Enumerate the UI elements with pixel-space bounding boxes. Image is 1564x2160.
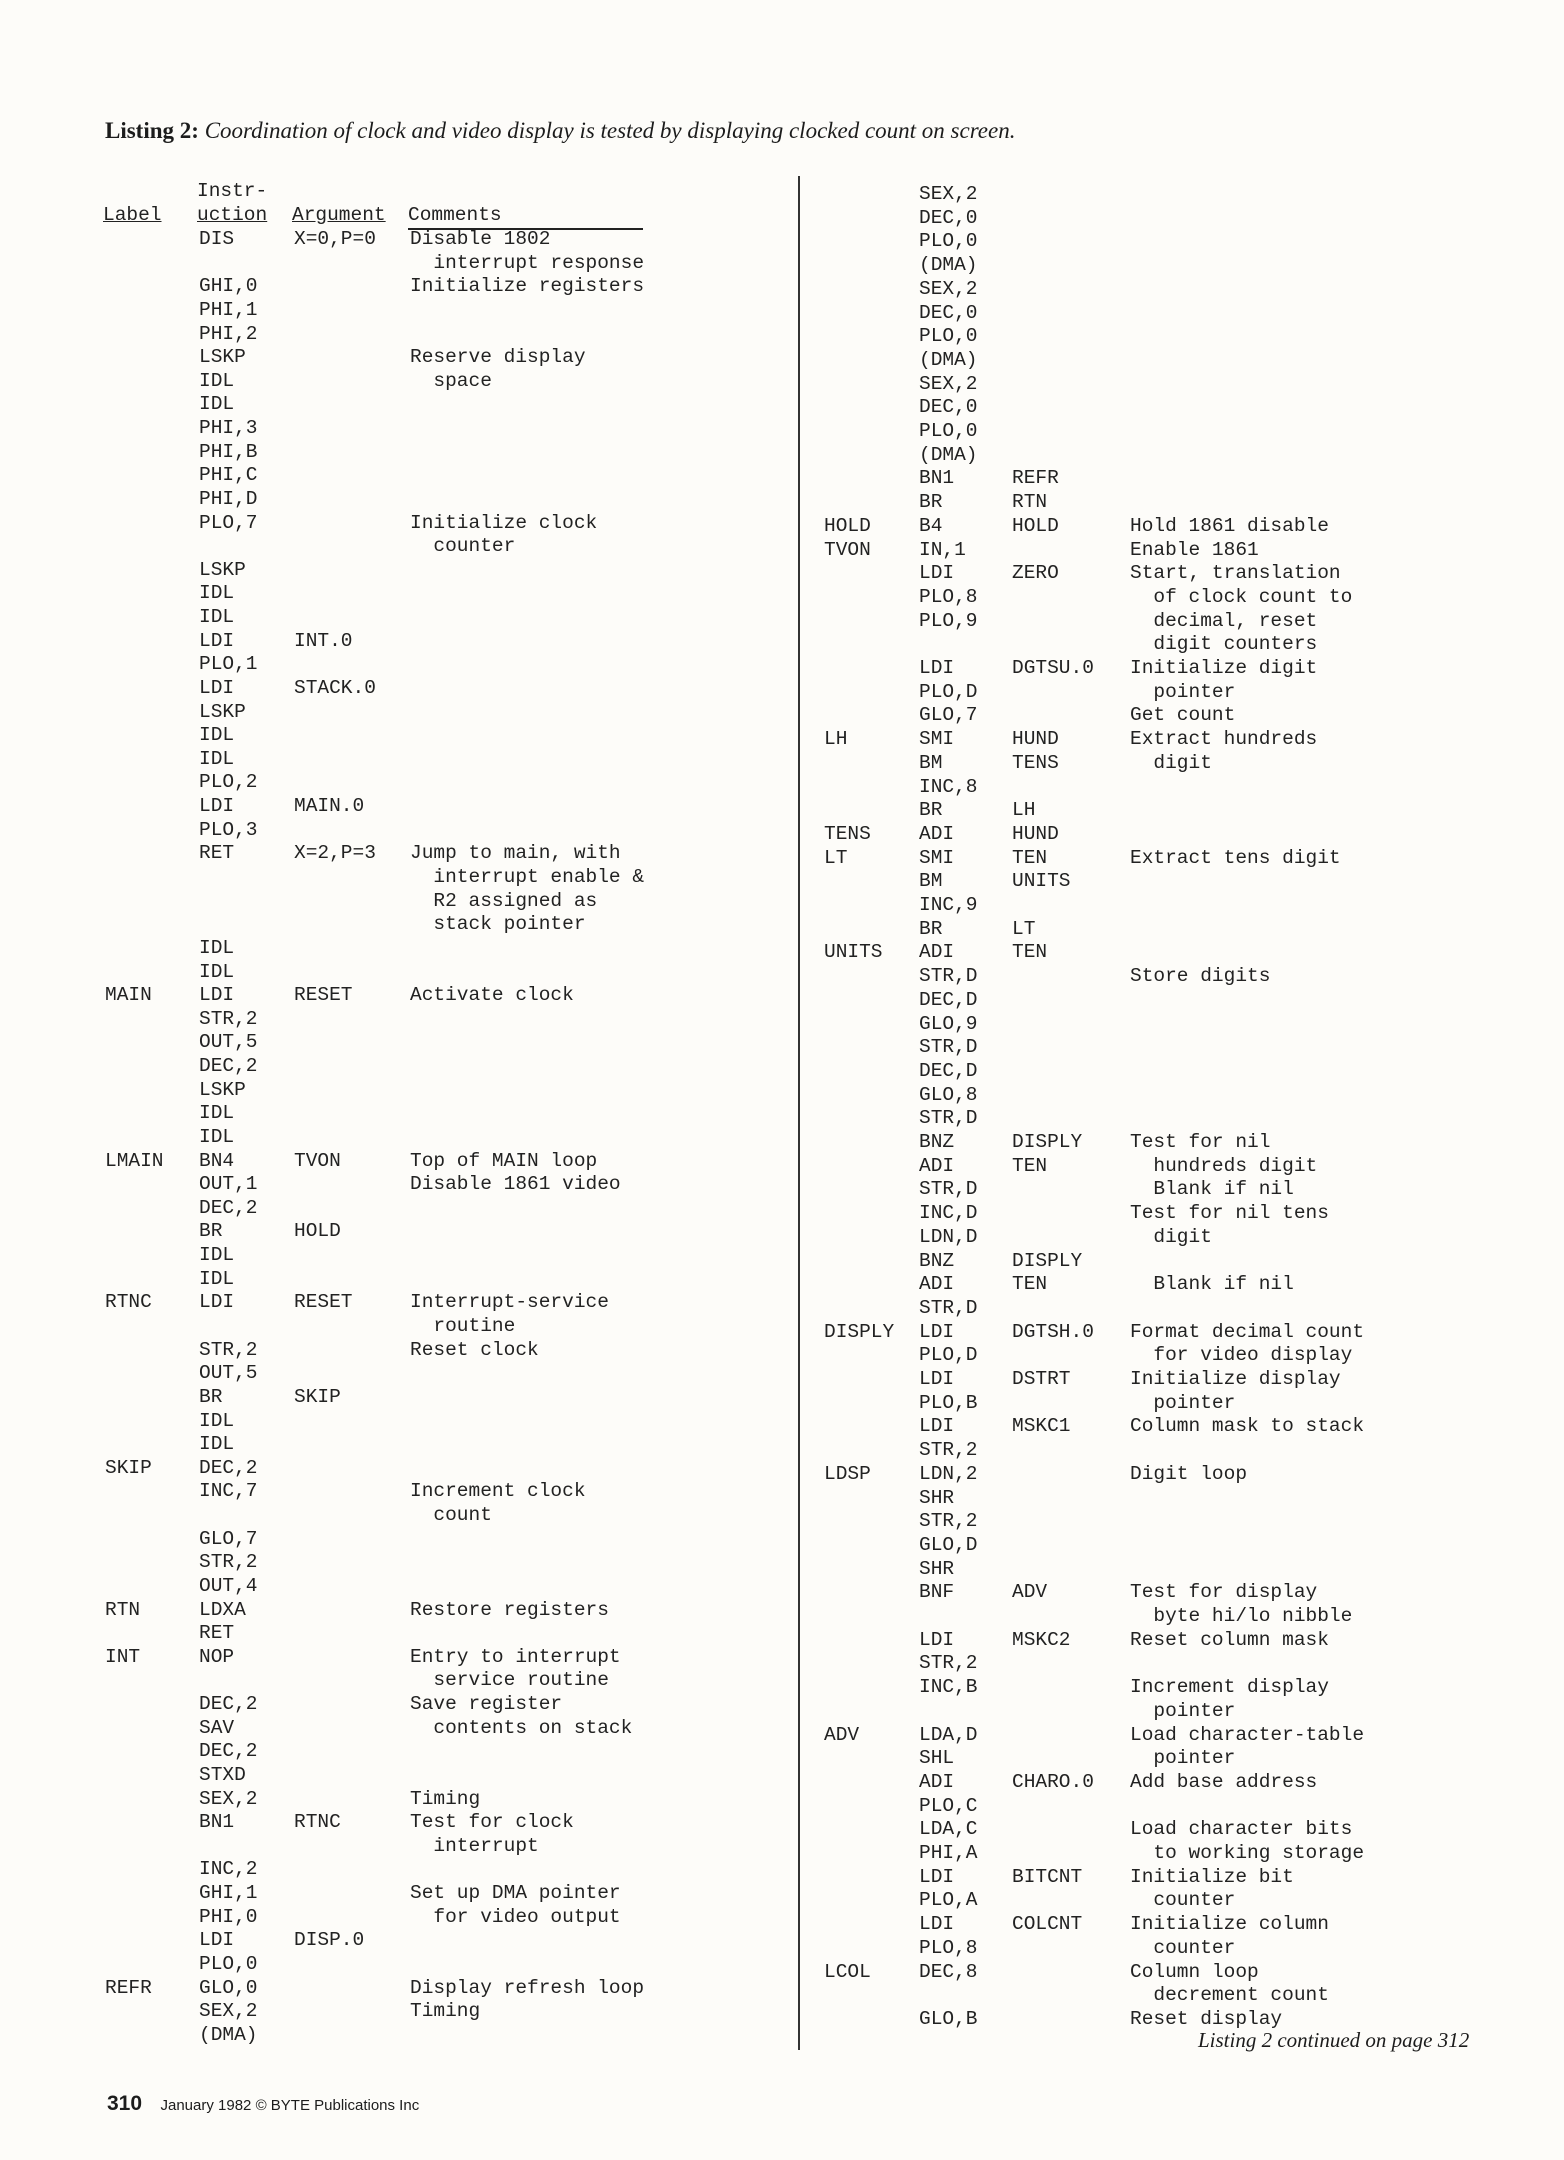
row-instruction: ADI (919, 1770, 955, 1793)
row-instruction: (DMA) (199, 2023, 258, 2046)
row-instruction: GLO,9 (919, 1012, 978, 1035)
row-instruction: STR,2 (199, 1551, 258, 1574)
row-instruction: SEX,2 (199, 1787, 258, 1810)
row-comment: space (410, 369, 492, 392)
row-instruction: DEC,2 (199, 1196, 258, 1219)
row-comment: Top of MAIN loop (410, 1149, 598, 1172)
row-argument: ZERO (1012, 562, 1059, 585)
row-comment: Timing (410, 1787, 481, 1810)
row-instruction: DEC,2 (199, 1693, 258, 1716)
row-instruction: LDN,2 (919, 1462, 978, 1485)
row-instruction: IN,1 (919, 538, 966, 561)
row-comment: Format decimal count (1130, 1320, 1365, 1343)
row-instruction: SMI (919, 846, 955, 869)
row-comment: pointer (1130, 680, 1236, 703)
row-instruction: GLO,B (919, 2007, 978, 2030)
row-comment: interrupt response (410, 251, 645, 274)
row-instruction: BN1 (199, 1811, 235, 1834)
row-instruction: GHI,1 (199, 1882, 258, 1905)
row-instruction: PLO,1 (199, 653, 258, 676)
row-comment: stack pointer (410, 913, 586, 936)
row-argument: TVON (294, 1149, 341, 1172)
row-instruction: IDL (199, 960, 235, 983)
row-argument: LT (1012, 917, 1036, 940)
row-instruction: STR,D (919, 1178, 978, 1201)
row-comment: Initialize digit (1130, 657, 1318, 679)
row-comment: Timing (410, 2000, 481, 2023)
row-instruction: PHI,1 (199, 298, 258, 321)
row-comment: counter (410, 535, 516, 558)
row-instruction: INC,B (919, 1676, 978, 1699)
row-comment: Enable 1861 (1130, 538, 1259, 561)
row-instruction: IDL (199, 369, 235, 392)
row-comment: digit (1130, 1225, 1212, 1248)
row-argument: ADV (1012, 1581, 1048, 1604)
row-instruction: IDL (199, 606, 235, 629)
row-comment: Jump to main, with (410, 842, 621, 865)
header-label: Label (103, 204, 162, 226)
row-instruction: DEC,0 (919, 206, 978, 229)
row-instruction: INC,9 (919, 894, 978, 916)
row-instruction: OUT,1 (199, 1173, 258, 1196)
row-instruction: OUT,5 (199, 1031, 258, 1054)
row-instruction: GLO,8 (919, 1083, 978, 1106)
row-instruction: GLO,7 (199, 1527, 258, 1550)
row-comment: Extract tens digit (1130, 846, 1341, 869)
header-instr-top: Instr- (197, 180, 268, 202)
row-instruction: ADI (919, 1273, 955, 1296)
row-comment: Save register (410, 1693, 563, 1716)
row-comment: Increment clock (410, 1480, 586, 1503)
row-comment: hundreds digit (1130, 1154, 1318, 1177)
row-instruction: BR (199, 1220, 223, 1243)
row-instruction: PHI,D (199, 487, 258, 510)
row-instruction: B4 (919, 514, 943, 537)
listing-caption (105, 118, 1015, 144)
row-instruction: STR,2 (199, 1338, 258, 1361)
row-argument: SKIP (294, 1385, 341, 1408)
row-argument: COLCNT (1012, 1913, 1083, 1936)
row-instruction: SAV (199, 1716, 235, 1739)
row-instruction: INC,2 (199, 1858, 258, 1881)
row-instruction: PHI,C (199, 464, 258, 487)
row-comment: byte hi/lo nibble (1130, 1605, 1353, 1627)
row-instruction: LDI (919, 1628, 955, 1651)
row-comment: Column mask to stack (1130, 1415, 1365, 1438)
row-instruction: BN4 (199, 1149, 235, 1172)
row-instruction: DIS (199, 228, 235, 250)
row-instruction: IDL (199, 582, 235, 605)
row-comment: of clock count to (1130, 585, 1353, 608)
row-argument: TENS (1012, 751, 1059, 774)
page-number: 310 (107, 2092, 143, 2115)
row-comment: Column loop (1130, 1960, 1259, 1983)
row-instruction: PHI,A (919, 1842, 978, 1864)
row-argument: X=0,P=0 (294, 228, 376, 250)
row-instruction: PLO,8 (919, 1936, 978, 1959)
row-instruction: LDI (919, 1320, 955, 1343)
row-comment: Test for display (1130, 1581, 1318, 1604)
row-comment: interrupt enable & (410, 866, 645, 888)
row-comment: Blank if nil (1130, 1273, 1294, 1296)
row-instruction: LDI (919, 1368, 955, 1390)
row-instruction: LDI (199, 795, 235, 818)
row-comment: Test for nil tens (1130, 1202, 1329, 1225)
row-argument: DSTRT (1012, 1368, 1071, 1390)
row-label: SKIP (105, 1456, 152, 1479)
row-comment: Reset column mask (1130, 1628, 1329, 1651)
row-instruction: PLO,D (919, 1344, 978, 1367)
row-instruction: IDL (199, 1125, 235, 1148)
row-comment: R2 assigned as (410, 889, 598, 912)
row-label: MAIN (105, 984, 152, 1007)
row-instruction: LDI (199, 629, 235, 652)
row-instruction: OUT,5 (199, 1362, 258, 1385)
row-argument: UNITS (1012, 870, 1071, 893)
row-label: LCOL (824, 1960, 871, 1983)
row-instruction: ADI (919, 822, 955, 845)
page-footer (107, 2092, 419, 2116)
row-instruction: LDI (919, 1913, 955, 1936)
row-argument: RTNC (294, 1811, 341, 1834)
row-comment: digit counters (1130, 633, 1318, 656)
row-comment: Disable 1802 (410, 228, 551, 250)
row-instruction: IDL (199, 724, 235, 747)
row-instruction: SEX,2 (919, 372, 978, 395)
row-instruction: LDI (919, 657, 955, 679)
continued-note: Listing 2 continued on page 312 (1198, 2028, 1470, 2052)
row-argument: REFR (1012, 467, 1059, 490)
row-instruction: IDL (199, 747, 235, 770)
row-comment: pointer (1130, 1747, 1236, 1770)
row-comment: service routine (410, 1669, 609, 1692)
header-comments: Comments (408, 204, 502, 226)
row-argument: DISPLY (1012, 1249, 1083, 1272)
row-instruction: LDN,D (919, 1225, 978, 1248)
row-instruction: BM (919, 751, 943, 774)
row-instruction: PLO,7 (199, 511, 258, 534)
row-instruction: DEC,2 (199, 1055, 258, 1078)
row-comment: Store digits (1130, 965, 1271, 988)
row-argument: RTN (1012, 491, 1048, 514)
row-comment: Initialize column (1130, 1913, 1329, 1936)
row-instruction: BN1 (919, 467, 955, 490)
row-argument: BITCNT (1012, 1865, 1083, 1888)
row-comment: Disable 1861 video (410, 1173, 621, 1196)
row-comment: Reset display (1130, 2007, 1283, 2030)
row-instruction: INC,7 (199, 1480, 258, 1503)
row-instruction: SMI (919, 728, 955, 751)
row-comment: routine (410, 1314, 516, 1337)
row-comment: Hold 1861 disable (1130, 514, 1329, 537)
row-comment: Restore registers (410, 1598, 609, 1621)
row-comment: Set up DMA pointer (410, 1882, 621, 1905)
row-instruction: IDL (199, 1244, 235, 1267)
row-comment: pointer (1130, 1699, 1236, 1722)
row-comment: Load character-table (1130, 1723, 1365, 1746)
row-instruction: SEX,2 (199, 2000, 258, 2023)
row-instruction: PLO,2 (199, 771, 258, 794)
row-instruction: LDI (199, 984, 235, 1007)
row-instruction: STR,D (919, 1107, 978, 1130)
row-argument: MSKC2 (1012, 1628, 1071, 1651)
row-instruction: LDI (919, 562, 955, 585)
row-comment: Increment display (1130, 1676, 1329, 1699)
row-instruction: BR (919, 491, 943, 514)
row-instruction: BM (919, 870, 943, 893)
row-instruction: DEC,0 (919, 396, 978, 419)
row-instruction: PLO,C (919, 1794, 978, 1817)
row-argument: HUND (1012, 728, 1059, 751)
row-argument: RESET (294, 984, 353, 1007)
row-instruction: PHI,3 (199, 417, 258, 440)
row-instruction: PHI,2 (199, 322, 258, 345)
row-label: UNITS (824, 941, 883, 964)
row-comment: Activate clock (410, 984, 574, 1007)
row-instruction: RET (199, 842, 235, 865)
caption-head: Listing 2: (105, 118, 199, 143)
row-label: ADV (824, 1723, 860, 1746)
row-instruction: DEC,2 (199, 1740, 258, 1763)
row-instruction: STR,2 (919, 1652, 978, 1675)
header-argument: Argument (292, 204, 386, 226)
row-comment: for video output (410, 1905, 621, 1928)
row-instruction: PLO,9 (919, 609, 978, 632)
row-instruction: LSKP (199, 1078, 246, 1101)
row-comment: contents on stack (410, 1716, 633, 1739)
row-comment: Reserve display (410, 346, 586, 369)
row-instruction: PLO,0 (919, 420, 978, 442)
row-instruction: STR,2 (919, 1439, 978, 1462)
row-comment: Start, translation (1130, 562, 1341, 585)
row-argument: DISP.0 (294, 1929, 365, 1952)
row-instruction: (DMA) (919, 254, 978, 277)
row-argument: INT.0 (294, 629, 353, 652)
row-argument: RESET (294, 1291, 353, 1314)
row-instruction: DEC,D (919, 988, 978, 1011)
row-instruction: LDI (199, 1929, 235, 1952)
row-argument: STACK.0 (294, 676, 376, 699)
row-instruction: BNZ (919, 1249, 955, 1272)
row-comment: Blank if nil (1130, 1178, 1294, 1201)
row-instruction: PLO,0 (919, 230, 978, 253)
row-comment: decrement count (1130, 1984, 1329, 2007)
row-instruction: GLO,0 (199, 1976, 258, 1999)
row-comment: Digit loop (1130, 1462, 1248, 1485)
row-comment: to working storage (1130, 1842, 1365, 1864)
row-argument: TEN (1012, 1154, 1048, 1177)
row-instruction: LDI (199, 676, 235, 699)
row-instruction: SHL (919, 1747, 955, 1770)
row-instruction: SHR (919, 1486, 955, 1509)
row-comment: pointer (1130, 1391, 1236, 1414)
row-instruction: IDL (199, 1267, 235, 1290)
row-instruction: BNF (919, 1581, 955, 1604)
row-instruction: ADI (919, 1154, 955, 1177)
row-comment: Display refresh loop (410, 1976, 645, 1999)
row-instruction: (DMA) (919, 443, 978, 466)
row-instruction: STXD (199, 1763, 246, 1786)
publication-credit: January 1982 © BYTE Publications Inc (160, 2097, 420, 2114)
row-argument: DGTSH.0 (1012, 1320, 1094, 1343)
row-label: LH (824, 728, 848, 751)
row-instruction: OUT,4 (199, 1574, 258, 1597)
row-argument: CHARO.0 (1012, 1770, 1094, 1793)
row-instruction: PLO,0 (199, 1952, 258, 1975)
row-label: LMAIN (105, 1149, 164, 1172)
row-argument: TEN (1012, 1273, 1048, 1296)
row-comment: Get count (1130, 704, 1236, 727)
row-label: DISPLY (824, 1320, 895, 1343)
row-instruction: BNZ (919, 1131, 955, 1153)
row-comment: counter (1130, 1936, 1236, 1959)
row-instruction: SHR (919, 1557, 955, 1580)
row-instruction: BR (919, 917, 943, 940)
row-argument: TEN (1012, 846, 1048, 869)
row-instruction: PLO,3 (199, 818, 258, 841)
row-comment: counter (1130, 1889, 1236, 1912)
row-instruction: LDI (199, 1291, 235, 1314)
row-argument: HUND (1012, 822, 1059, 845)
row-label: LDSP (824, 1462, 871, 1485)
row-instruction: NOP (199, 1645, 235, 1668)
row-instruction: PLO,0 (919, 325, 978, 348)
row-argument: HOLD (1012, 514, 1059, 537)
row-instruction: DEC,0 (919, 301, 978, 324)
row-instruction: DEC,2 (199, 1456, 258, 1479)
row-instruction: IDL (199, 1433, 235, 1456)
row-instruction: BR (199, 1385, 223, 1408)
row-instruction: LDI (919, 1415, 955, 1438)
caption-body: Coordination of clock and video display is tested by displaying clocked count on screen. (204, 118, 1016, 143)
row-instruction: STR,2 (919, 1510, 978, 1533)
row-instruction: BR (919, 799, 943, 822)
row-instruction: LDA,C (919, 1818, 978, 1841)
row-comment: Initialize clock (410, 511, 598, 534)
row-comment: Test for nil (1130, 1131, 1271, 1153)
row-instruction: IDL (199, 936, 235, 959)
row-instruction: LDA,D (919, 1723, 978, 1746)
row-comment: Initialize display (1130, 1368, 1341, 1390)
row-instruction: IDL (199, 393, 235, 416)
row-comment: Initialize bit (1130, 1865, 1294, 1888)
row-instruction: STR,2 (199, 1007, 258, 1030)
row-label: HOLD (824, 514, 871, 537)
row-comment: Extract hundreds (1130, 728, 1318, 751)
row-instruction: INC,D (919, 1202, 978, 1225)
row-instruction: PHI,B (199, 440, 258, 463)
row-comment: Add base address (1130, 1770, 1318, 1793)
row-comment: Load character bits (1130, 1818, 1353, 1841)
row-argument: X=2,P=3 (294, 842, 376, 865)
row-label: TENS (824, 822, 871, 845)
header-instruction: uction (197, 204, 268, 226)
row-instruction: STR,D (919, 1036, 978, 1059)
row-comment: for video display (1130, 1344, 1353, 1367)
row-instruction: STR,D (919, 965, 978, 988)
row-instruction: LDI (919, 1865, 955, 1888)
row-instruction: PLO,A (919, 1889, 978, 1912)
row-instruction: PLO,B (919, 1391, 978, 1414)
row-instruction: PHI,0 (199, 1905, 258, 1928)
row-instruction: PLO,D (919, 680, 978, 703)
row-argument: MSKC1 (1012, 1415, 1071, 1438)
row-label: TVON (824, 538, 871, 561)
row-instruction: LSKP (199, 558, 246, 581)
row-argument: LH (1012, 799, 1036, 822)
row-argument: TEN (1012, 941, 1048, 964)
row-instruction: PLO,8 (919, 585, 978, 608)
row-label: INT (105, 1645, 141, 1668)
row-comment: Initialize registers (410, 275, 645, 298)
row-instruction: DEC,8 (919, 1960, 978, 1983)
row-instruction: GLO,7 (919, 704, 978, 727)
row-comment: Test for clock (410, 1811, 574, 1834)
row-label: RTN (105, 1598, 141, 1621)
row-comment: count (410, 1504, 492, 1527)
row-instruction: IDL (199, 1102, 235, 1125)
row-instruction: LDXA (199, 1598, 246, 1621)
row-comment: digit (1130, 751, 1212, 774)
row-comment: interrupt (410, 1834, 539, 1857)
row-instruction: DEC,D (919, 1059, 978, 1082)
row-argument: DISPLY (1012, 1131, 1083, 1153)
row-instruction: IDL (199, 1409, 235, 1432)
row-argument: HOLD (294, 1220, 341, 1243)
row-instruction: STR,D (919, 1296, 978, 1319)
row-argument: MAIN.0 (294, 795, 365, 818)
row-label: REFR (105, 1976, 152, 1999)
row-instruction: (DMA) (919, 348, 978, 371)
row-instruction: LSKP (199, 700, 246, 723)
row-comment: decimal, reset (1130, 609, 1318, 632)
row-instruction: LSKP (199, 346, 246, 369)
row-instruction: SEX,2 (919, 183, 978, 205)
row-instruction: SEX,2 (919, 277, 978, 300)
row-comment: Interrupt-service (410, 1291, 609, 1314)
row-label: LT (824, 846, 848, 869)
row-comment: Entry to interrupt (410, 1645, 621, 1668)
row-label: RTNC (105, 1291, 152, 1314)
row-comment: Reset clock (410, 1338, 539, 1361)
row-instruction: INC,8 (919, 775, 978, 798)
row-instruction: GHI,0 (199, 275, 258, 298)
row-instruction: ADI (919, 941, 955, 964)
column-divider (798, 176, 800, 2050)
row-argument: DGTSU.0 (1012, 657, 1094, 679)
row-instruction: GLO,D (919, 1533, 978, 1556)
row-instruction: RET (199, 1622, 235, 1645)
